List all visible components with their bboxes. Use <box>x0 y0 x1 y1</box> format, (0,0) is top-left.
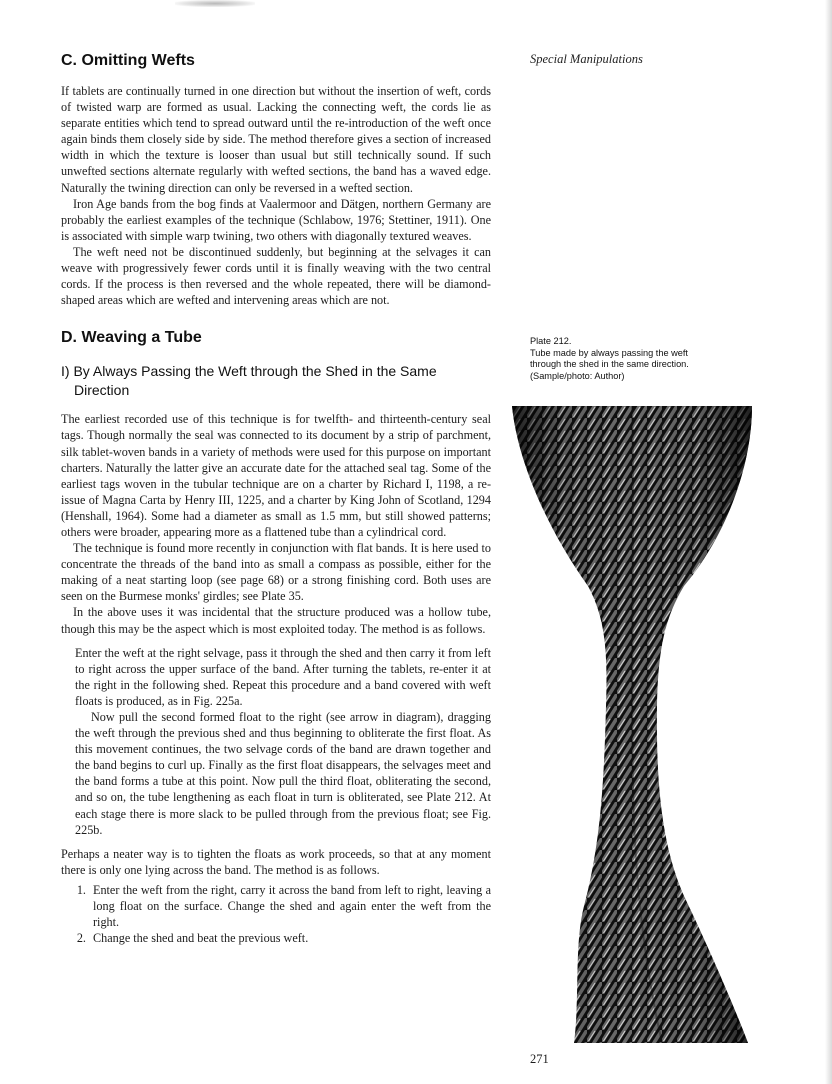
plate-caption <box>530 336 745 382</box>
method-step: 2. Change the shed and beat the previous weft. <box>89 930 491 946</box>
section-d-paragraph-1: The earliest recorded use of this technique is for twelfth- and thirteenth-century seal tags. Though normally the seal was connected to its document by a strip of parchment, silk tablet-woven bands in a variety of methods were used for this purpose on important charters. Naturally the latter give an accurate date for the attached seal tag. Some of the earliest tags woven in the tubular technique are on a charter by Richard I, 1198, a re-issue of Magna Carta by Henry III, 1225, and a charter by King John of Scotland, 1294 (Henshall, 1964). Some had a diameter as small as 1.5 mm, but still showed patterns; others were broader, appearing more as a flattened tube than a cylindrical cord. <box>61 412 491 539</box>
instruction-paragraph-1: Enter the weft at the right selvage, pass it through the shed and then carry it from left to right across the upper surface of the band. After turning the tablets, re-enter it at the right in the following shed. Repeat this procedure and a band covered with weft floats is produced, as in Fig. 225a. <box>75 645 491 708</box>
section-c-paragraph-1: If tablets are continually turned in one direction but without the insertion of weft, cords of twisted warp are formed as usual. Lacking the connecting weft, the cords lie as separate entities which tend to spread outward until the re-introduction of the weft once again binds them closely side by side. The method therefore gives a section of increased width in which the texture is looser than usual but still technically sound. If such unwefted sections alternate regularly with wefted sections, the band has a waved edge. Naturally the twining direction can only be reversed in a wefted section. <box>61 84 491 195</box>
plate-caption-number: Plate 212. <box>530 336 572 346</box>
section-c-heading: C. Omitting Wefts <box>61 52 195 69</box>
plate-caption-line: through the shed in the same direction. <box>530 359 689 370</box>
scan-smudge <box>175 0 255 7</box>
section-c-paragraph-2: Iron Age bands from the bog finds at Vaalermoor and Dätgen, northern Germany are probably the earliest examples of the technique (Schlabow, 1976; Stettiner, 1911). One is associated with simple warp twining, two others with diagonally textured weaves. <box>61 196 491 243</box>
method-step: 1. Enter the weft from the right, carry it across the band from left to right, leaving a long float on the surface. Change the shed and again enter the weft from the right. <box>89 882 491 930</box>
main-text-column <box>61 52 491 946</box>
page-number: 271 <box>530 1052 549 1066</box>
plate-caption-credit: (Sample/photo: Author) <box>530 370 625 381</box>
instruction-paragraph-2: Now pull the second formed float to the right (see arrow in diagram), dragging the weft through the previous shed and thus beginning to obliterate the first float. As this movement continues, the two selvage cords of the band are drawn together and the band begins to curl up. Finally as the first float disappears, the selvages meet and the band forms a tube at this point. Now pull the third float, obliterating the second, and so on, the tube lengthening as each float in turn is obliterated, see Plate 212. At each stage there is more slack to be pulled through from the previous float; see Fig. 225b. <box>75 710 491 837</box>
method-steps-list <box>61 882 491 946</box>
section-d-subheading: I) By Always Passing the Weft through the Shed in the Same Direction <box>61 363 437 399</box>
instructions-block <box>75 645 491 838</box>
section-d-heading: D. Weaving a Tube <box>61 329 202 347</box>
page-edge-shadow <box>825 0 832 1084</box>
plate-212-tube-photo <box>512 406 752 1043</box>
section-d-paragraph-3: In the above uses it was incidental that the structure produced was a hollow tube, though this may be the aspect which is most exploited today. The method is as follows. <box>61 605 491 636</box>
closing-paragraph: Perhaps a neater way is to tighten the floats as work proceeds, so that at any moment there is only one lying across the band. The method is as follows. <box>61 846 491 877</box>
section-c-paragraph-3: The weft need not be discontinued suddenly, but beginning at the selvages it can weave with progressively fewer cords until it is finally weaving with the two central cords. If the process is then reversed and the whole repeated, there will be diamond-shaped areas which are wefted and intervening areas which are not. <box>61 244 491 308</box>
plate-caption-line: Tube made by always passing the weft <box>530 347 688 358</box>
section-d-paragraph-2: The technique is found more recently in conjunction with flat bands. It is here used to concentrate the threads of the band into as small a compass as possible, either for the making of a neat starting loop (see page 68) or a strong finishing cord. Both uses are seen on the Burmese monks' girdles; see Plate 35. <box>61 541 491 604</box>
running-head: Special Manipulations <box>530 52 643 66</box>
